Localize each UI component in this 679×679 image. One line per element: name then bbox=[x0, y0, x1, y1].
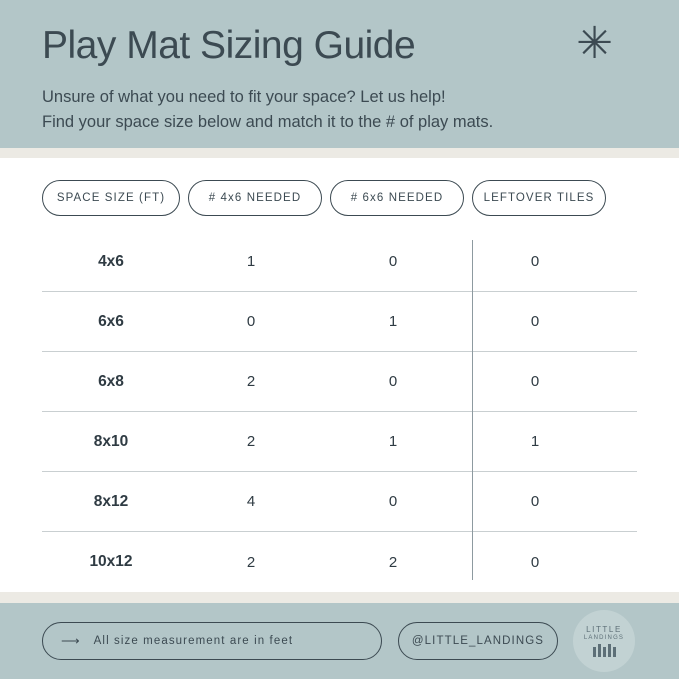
social-handle-pill[interactable]: @LITTLE_LANDINGS bbox=[398, 622, 558, 660]
table-area bbox=[0, 158, 679, 592]
brand-logo bbox=[573, 610, 635, 672]
footer bbox=[0, 603, 679, 679]
table-row bbox=[42, 232, 637, 292]
table-row bbox=[42, 532, 637, 592]
cell-space-size: 6x8 bbox=[98, 372, 124, 390]
cell-space-size: 6x6 bbox=[98, 312, 124, 330]
cell-leftover-tiles: 0 bbox=[530, 313, 540, 331]
table-row bbox=[42, 412, 637, 472]
cell-4x6-needed: 4 bbox=[246, 493, 256, 511]
footer-note-pill bbox=[42, 622, 382, 660]
column-header-4x6-needed: # 4x6 NEEDED bbox=[188, 180, 322, 216]
column-separator-line bbox=[472, 240, 473, 580]
divider-band bbox=[0, 148, 679, 158]
table-row bbox=[42, 352, 637, 412]
cell-space-size: 10x12 bbox=[89, 553, 133, 571]
table-row bbox=[42, 472, 637, 532]
cell-6x6-needed: 0 bbox=[388, 373, 398, 391]
table-row bbox=[42, 292, 637, 352]
cell-4x6-needed: 2 bbox=[246, 433, 256, 451]
cell-leftover-tiles: 0 bbox=[530, 373, 540, 391]
logo-line-2: LANDINGS bbox=[583, 634, 625, 641]
cell-space-size: 4x6 bbox=[98, 252, 124, 270]
cell-leftover-tiles: 0 bbox=[530, 493, 540, 511]
cell-4x6-needed: 1 bbox=[246, 253, 256, 271]
cell-space-size: 8x10 bbox=[93, 432, 129, 450]
cell-4x6-needed: 2 bbox=[246, 373, 256, 391]
column-header-space-size: SPACE SIZE (FT) bbox=[42, 180, 180, 216]
cell-6x6-needed: 0 bbox=[388, 253, 398, 271]
subtitle bbox=[42, 85, 637, 135]
asterisk-icon: ✳ bbox=[576, 19, 613, 68]
column-header-leftover-tiles: LEFTOVER TILES bbox=[472, 180, 606, 216]
column-header-6x6-needed: # 6x6 NEEDED bbox=[330, 180, 464, 216]
logo-line-1: LITTLE bbox=[586, 624, 622, 634]
table-header-row bbox=[42, 180, 637, 216]
footer-note-text: All size measurement are in feet bbox=[93, 634, 294, 647]
cell-6x6-needed: 2 bbox=[388, 553, 398, 571]
header bbox=[0, 0, 679, 148]
cell-6x6-needed: 0 bbox=[388, 493, 398, 511]
divider-band-bottom bbox=[0, 592, 679, 602]
arrow-right-icon: ⟶ bbox=[61, 632, 80, 648]
cell-leftover-tiles: 0 bbox=[530, 253, 540, 271]
cell-4x6-needed: 0 bbox=[246, 313, 256, 331]
cell-6x6-needed: 1 bbox=[388, 433, 398, 451]
cell-4x6-needed: 2 bbox=[246, 553, 256, 571]
cell-6x6-needed: 1 bbox=[388, 313, 398, 331]
cell-leftover-tiles: 0 bbox=[530, 553, 540, 571]
table-body bbox=[42, 232, 637, 592]
cell-space-size: 8x12 bbox=[93, 492, 129, 510]
subtitle-line-2: Find your space size below and match it to the # of play mats. bbox=[42, 112, 494, 131]
cell-leftover-tiles: 1 bbox=[530, 433, 540, 451]
page-title: Play Mat Sizing Guide bbox=[42, 24, 416, 67]
subtitle-line-1: Unsure of what you need to fit your space? Let us help! bbox=[42, 87, 446, 106]
logo-bars-icon bbox=[593, 644, 616, 657]
